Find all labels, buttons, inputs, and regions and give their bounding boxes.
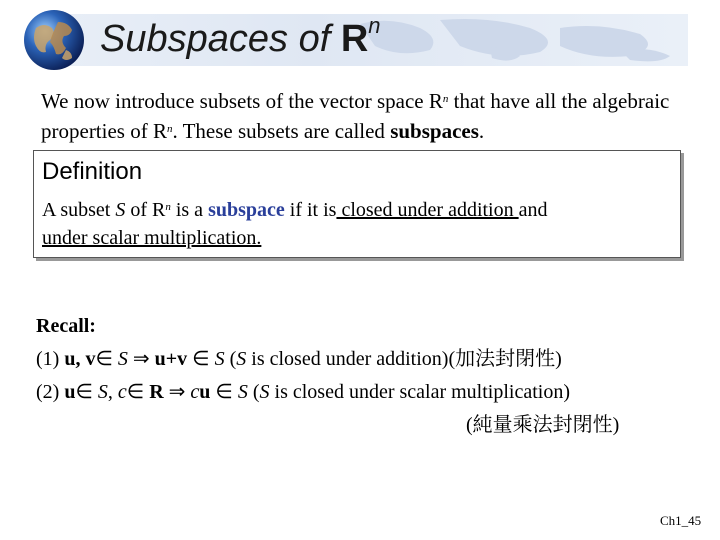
subspace-term: subspace	[208, 199, 285, 221]
recall-section	[36, 310, 696, 442]
page-number: Ch1_45	[660, 513, 702, 528]
title-r: R	[340, 18, 369, 60]
recall-line-1: (1) u, v∈ S ⇒ u+v ∈ S (S is closed under addition)(加法封閉性)	[36, 348, 562, 370]
recall-line-2: (2) u∈ S, c∈ R ⇒ cu ∈ S (S is closed under scalar multiplication)	[36, 381, 570, 403]
subspaces-term: subspaces	[390, 119, 479, 143]
globe-logo	[22, 8, 86, 72]
page-title: Subspaces of $R^n$	[100, 13, 381, 60]
recall-heading: Recall:	[36, 315, 96, 337]
definition-text: A subset S of $R^n$ is a subspace if it is closed under addition and under scalar multiplication.	[42, 199, 548, 249]
intro-paragraph: We now introduce subsets of the vector space $R^n$ that have all the algebraic properties of $R^n$. These subsets are called subspaces.	[41, 89, 670, 143]
definition-box	[33, 150, 681, 258]
definition-heading: Definition	[42, 158, 143, 185]
closed-under-addition: closed under addition	[336, 199, 519, 221]
title-exponent: n	[368, 13, 381, 38]
closed-under-scalar-multiplication: under scalar multiplication.	[42, 227, 262, 249]
recall-line-3: (純量乘法封閉性)	[466, 414, 620, 436]
